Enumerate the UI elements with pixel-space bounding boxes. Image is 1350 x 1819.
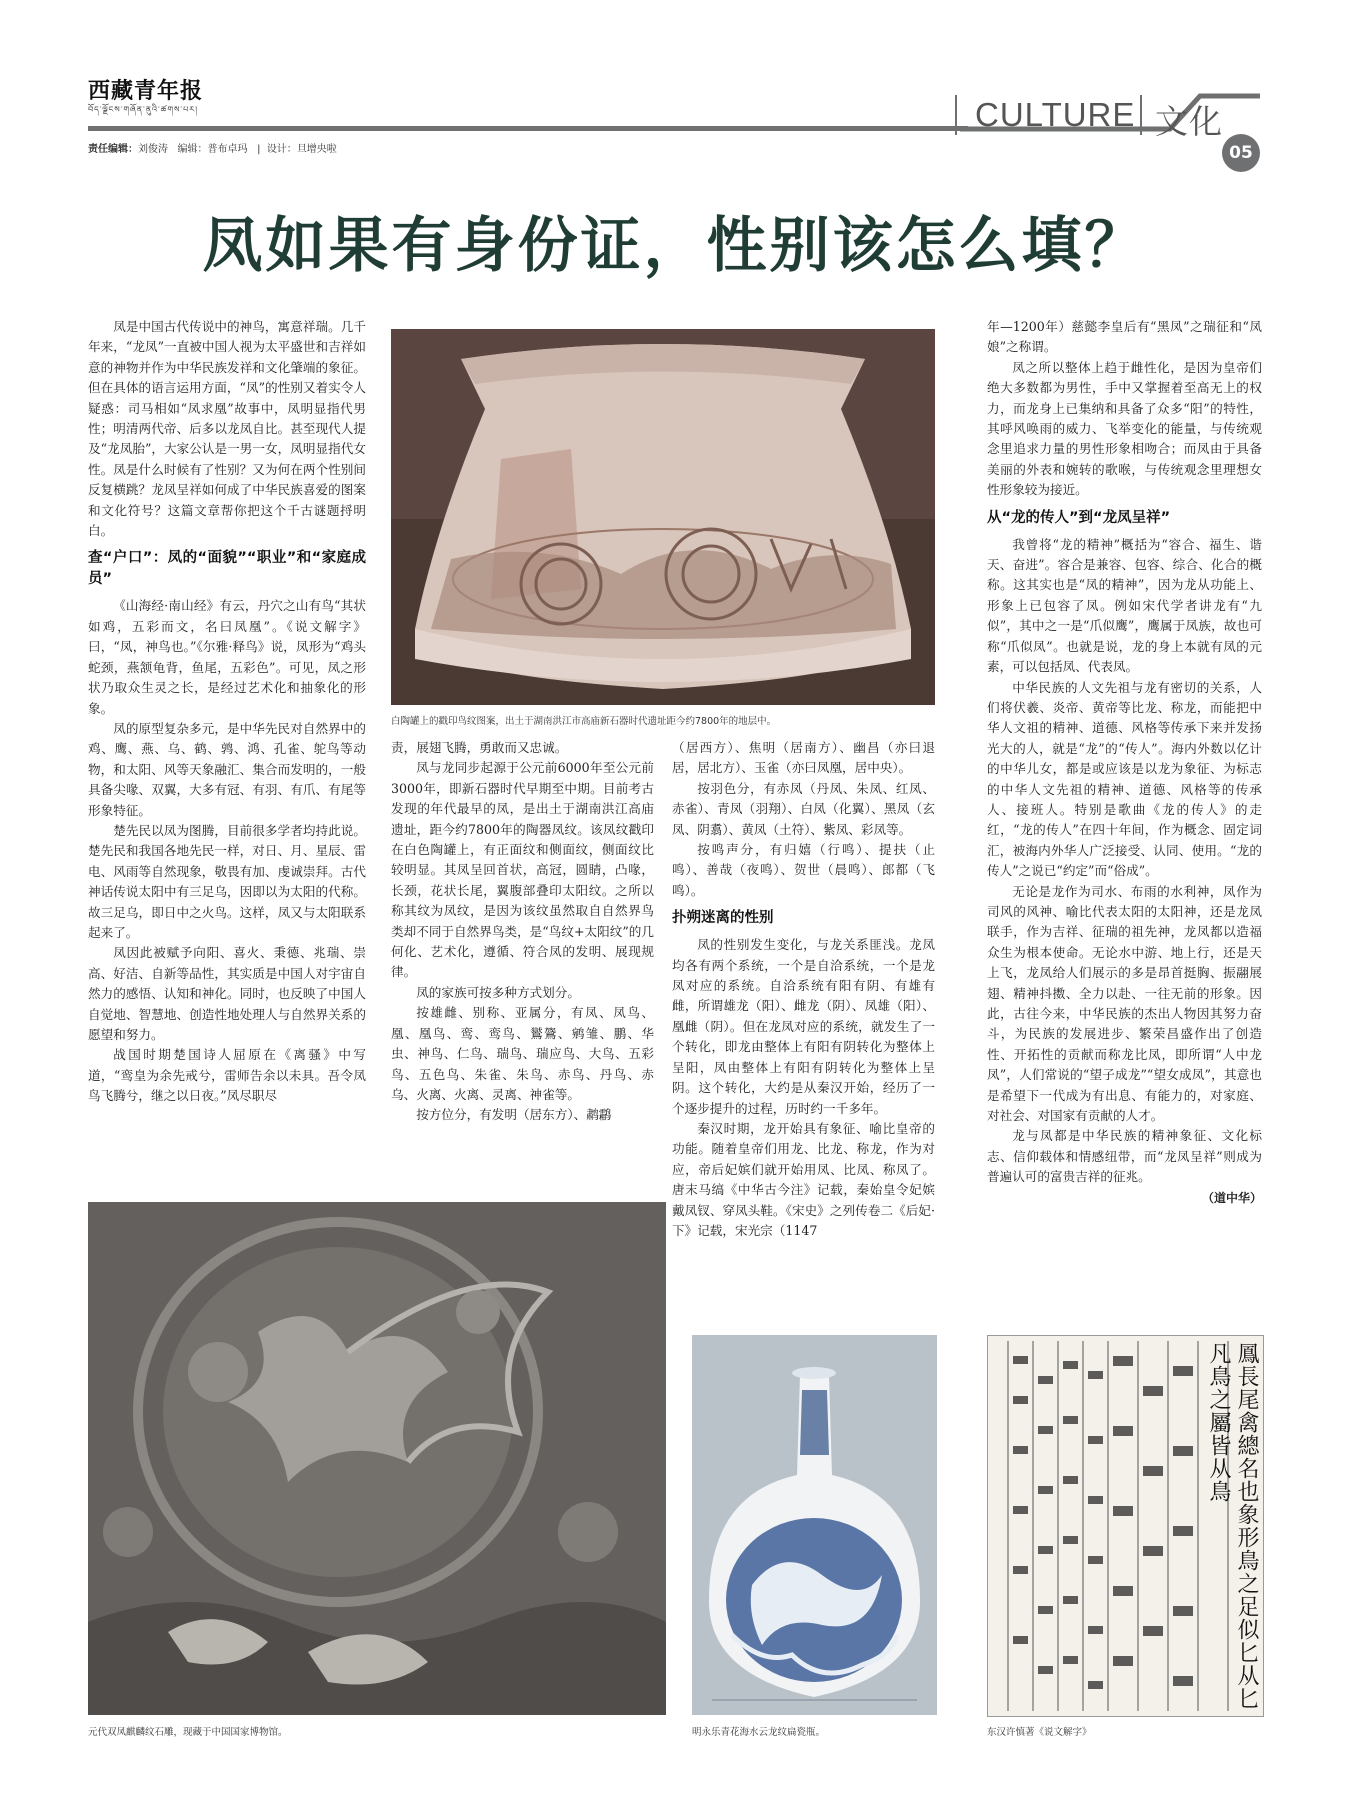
paragraph: 秦汉时期，龙开始具有象征、喻比皇帝的功能。随着皇帝们用龙、比龙、称龙，作为对应，帝后妃嫔们就开始用凤、比凤、称凤了。唐末马缟《中华古今注》记载，秦始皇令妃嫔戴凤钗、穿凤头鞋。《宋史》之列传卷二《后妃·下》记载，宋光宗（1147 <box>672 1120 935 1238</box>
paragraph: （居西方）、焦明（居南方）、幽昌（亦曰退居，居北方）、玉雀（亦曰凤凰，居中央）。 <box>672 740 935 776</box>
pottery-caption: 白陶罐上的戳印鸟纹图案，出土于湖南洪江市高庙新石器时代遗址距今约7800年的地层中。 <box>391 716 777 727</box>
article-column-4 <box>987 317 1262 1208</box>
paragraph: 《山海经·南山经》有云，丹穴之山有鸟“其状如鸡，五彩而文，名曰凤凰”。《说文解字》曰，“凤，神鸟也。”《尔雅·释鸟》说，凤形为“鸡头蛇颈，燕颔龟背，鱼尾，五彩色”。可见，凤之形状乃取众生灵之长，是经过艺术化和抽象化的形象。 <box>88 598 366 716</box>
paragraph: 责，展翅飞腾，勇敢而又忠诚。 <box>391 740 568 755</box>
shuowen-book-image <box>987 1335 1264 1717</box>
paragraph: 中华民族的人文先祖与龙有密切的关系，人们将伏羲、炎帝、黄帝等比龙、称龙，而能把中华人文祖的精神、道德、风格等传承下来并发扬光大的人，就是“龙”的“传人”。海内外数以亿计的中华儿女，都是或应该是以龙为象征、为标志的中华人文先祖的精神、道德、风格等的传承人、接班人。特别是歌曲《龙的传人》的走红，“龙的传人”在四十年间，作为概念、固定词汇，被海内外华人广泛接受、认同、使用。“龙的传人”之说已“约定”而“俗成”。 <box>987 679 1262 879</box>
paragraph: 龙与凤都是中华民族的精神象征、文化标志、信仰载体和情感纽带，而“龙凤呈祥”则成为普遍认可的富贵吉祥的征兆。 <box>987 1128 1262 1185</box>
paragraph: 战国时期楚国诗人屈原在《离骚》中写道，“鸾皇为余先戒兮，雷师告余以未具。吾令凤鸟飞腾兮，继之以日夜。”凤尽职尽 <box>88 1047 366 1104</box>
paragraph: 按方位分，有发明（居东方）、鹔鹴 <box>416 1107 612 1123</box>
paragraph: 我曾将“龙的精神”概括为“容合、福生、谐天、奋进”。容合是兼容、包容、综合、化合的概称。这其实也是“凤的精神”，因为龙从功能上、形象上已包容了凤。例如宋代学者讲龙有“九似”，其中之一是“爪似鹰”，鹰属于凤族，故也可称“爪似凤”。也就是说，龙的身上本就有凤的元素，可以包括凤、代表凤。 <box>987 536 1262 675</box>
header-rule <box>88 126 968 131</box>
vase-caption: 明永乐青花海水云龙纹扁瓷瓶。 <box>692 1727 826 1738</box>
paragraph: 凤的性别发生变化，与龙关系匪浅。龙凤均各有两个系统，一个是自洽系统，一个是龙凤对应的系统。自洽系统有阳有阴、有雄有雌，所谓雄龙（阳）、雌龙（阴）、凤雄（阳）、凰雌（阴）。但在龙凤对应的系统，就发生了一个转化，即龙由整体上有阳有阴转化为整体上呈阳，凤由整体上有阳有阴转化为整体上呈阴。这个转化，大约是从秦汉开始，经历了一个逐步提升的过程，历时约一千多年。 <box>672 937 935 1116</box>
paragraph: 按鸣声分，有归嬉（行鸣）、提扶（止鸣）、善哉（夜鸣）、贺世（晨鸣）、郎都（飞鸣）。 <box>672 842 935 898</box>
section-divider <box>955 95 957 135</box>
article-column-1 <box>88 317 366 1107</box>
paragraph: 凤之所以整体上趋于雌性化，是因为皇帝们绝大多数都为男性，手中又掌握着至高无上的权力，而龙身上已集纳和具备了众多“阳”的特性，其呼风唤雨的威力、飞举变化的能量，与传统观念里追求力量的男性形象相吻合；而凤由于具备美丽的外表和婉转的歌喉，与传统观念里理想女性形象较为接近。 <box>987 359 1262 498</box>
paragraph: 凤因此被赋予向阳、喜火、秉德、兆瑞、崇高、好洁、自新等品性，其实质是中国人对宇宙自然力的感悟、认知和神化。同时，也反映了中国人自觉地、智慧地、创造性地处理人与自然界关系的愿望和努力。 <box>88 945 366 1042</box>
section-label-cn: 文化 <box>1155 103 1223 140</box>
subheading: 查“户口”：凤的“面貌”“职业”和“家庭成员” <box>88 550 366 588</box>
paragraph: 按羽色分，有赤凤（丹凤、朱凤、红凤、赤雀）、青凤（羽翔）、白凤（化翼）、黑凤（玄凤、阴翥）、黄凤（土符）、紫凤、彩凤等。 <box>672 780 935 837</box>
stone-carving-caption: 元代双凤麒麟纹石雕，现藏于中国国家博物馆。 <box>88 1727 288 1738</box>
article-source: （道中华） <box>1201 1190 1262 1205</box>
section-divider-2 <box>1140 95 1142 135</box>
paragraph: 凤与龙同步起源于公元前6000年至公元前3000年，即新石器时代早期至中期。目前考古发现的年代最早的凤，是出土于湖南洪江高庙遗址，距今约7800年的陶器凤纹。该凤纹戳印在白色陶罐上，有正面纹和侧面纹，侧面纹比较明显。其凤呈回首状，高冠，圆睛，凸喙，长颈，花状长尾，翼腹部叠印太阳纹。之所以称其纹为凤纹，是因为该纹虽然取自自然界鸟类却不同于自然界鸟类，是“鸟纹+太阳纹”的几何化、艺术化，遵循、符合凤的发明、展现规律。 <box>391 760 654 980</box>
vase-image <box>692 1335 937 1715</box>
book-caption: 东汉许慎著《说文解字》 <box>987 1727 1092 1738</box>
subheading: 从“龙的传人”到“龙凤呈祥” <box>987 509 1171 526</box>
headline: 凤如果有身份证，性别该怎么填？ <box>202 211 1148 281</box>
article-column-2 <box>391 738 654 1126</box>
editor-credits: 责任编辑：刘俊涛 编辑：普布卓玛 | 设计：旦增央啦 <box>88 144 337 155</box>
stone-carving-image <box>88 1202 666 1715</box>
masthead-subtitle: བོད་ལྗོངས་གཞོན་ནུའི་ཚགས་པར། <box>88 105 198 114</box>
article-column-3 <box>672 738 935 1241</box>
page-number: 05 <box>1222 134 1260 172</box>
pottery-image <box>391 329 935 705</box>
paragraph: 凤是中国古代传说中的神鸟，寓意祥瑞。几千年来，“龙凤”一直被中国人视为太平盛世和吉祥如意的神物并作为中华民族发祥和文化肇端的象征。但在具体的语言运用方面，“凤”的性别又着实令人疑惑：司马相如“凤求凰”故事中，凤明显指代男性；明清两代帝、后多以龙凤自比。甚至现代人提及“龙凤胎”，大家公认是一男一女，凤明显指代女性。凤是什么时候有了性别？又为何在两个性别间反复横跳？龙凤呈祥如何成了中华民族喜爱的图案和文化符号？这篇文章帮你把这个千古谜题捋明白。 <box>88 319 366 539</box>
paragraph: 凤的原型复杂多元，是中华先民对自然界中的鸡、鹰、燕、乌、鹤、鹑、鸿、孔雀、鸵鸟等动物，和太阳、风等天象融汇、集合而发明的，一般具备尖喙、双翼，大多有冠、有羽、有爪、有尾等形象特征。 <box>88 720 366 818</box>
masthead-title: 西藏青年报 <box>88 79 204 104</box>
paragraph: 按雄雌、别称、亚属分，有凤、凤鸟、凰、凰鸟、鸾、鸾鸟、鸑鷟、鹓雏、鹏、华虫、神鸟、仁鸟、瑞鸟、瑞应鸟、大鸟、五彩鸟、五色鸟、朱雀、朱鸟、赤鸟、丹鸟、赤乌、火离、火离、灵离、神雀等。 <box>391 1005 654 1102</box>
section-label-en: CULTURE <box>975 96 1136 133</box>
paragraph: 年—1200年）慈懿李皇后有“黑凤”之瑞征和“凤娘”之称谓。 <box>987 319 1262 355</box>
book-headword-text: 鳳長尾禽總名也象形鳥之足似匕从匕凡鳥之屬皆从鳥 <box>1206 1342 1259 1710</box>
paragraph: 凤的家族可按多种方式划分。 <box>416 984 580 1000</box>
paragraph: 无论是龙作为司水、布雨的水利神，凤作为司风的风神、喻比代表太阳的太阳神，还是龙凤联手，作为吉祥、征瑞的祖先神，龙凤都以造福众生为根本使命。无论水中游、地上行，还是天上飞，龙凤给人们展示的多是昂首挺胸、振翮展翅、精神抖擞、全力以赴、一往无前的形象。因此，古往今来，中华民族的杰出人物因其努力奋斗，为民族的发展进步、繁荣昌盛作出了创造性、开拓性的贡献而称龙比凤，即所谓“人中龙凤”，人们常说的“望子成龙”“望女成凤”，其意也是希望下一代成为有出息、有能力的，对家庭、对社会、对国家有贡献的人才。 <box>987 883 1262 1124</box>
subheading: 扑朔迷离的性别 <box>672 910 774 927</box>
paragraph: 楚先民以凤为图腾，目前很多学者均持此说。楚先民和我国各地先民一样，对日、月、星辰、雷电、风雨等自然现象，敬畏有加、虔诚崇拜。古代神话传说太阳中有三足乌，因即以为太阳的代称。故三足乌，即日中之火鸟。这样，凤又与太阳联系起来了。 <box>88 822 366 940</box>
